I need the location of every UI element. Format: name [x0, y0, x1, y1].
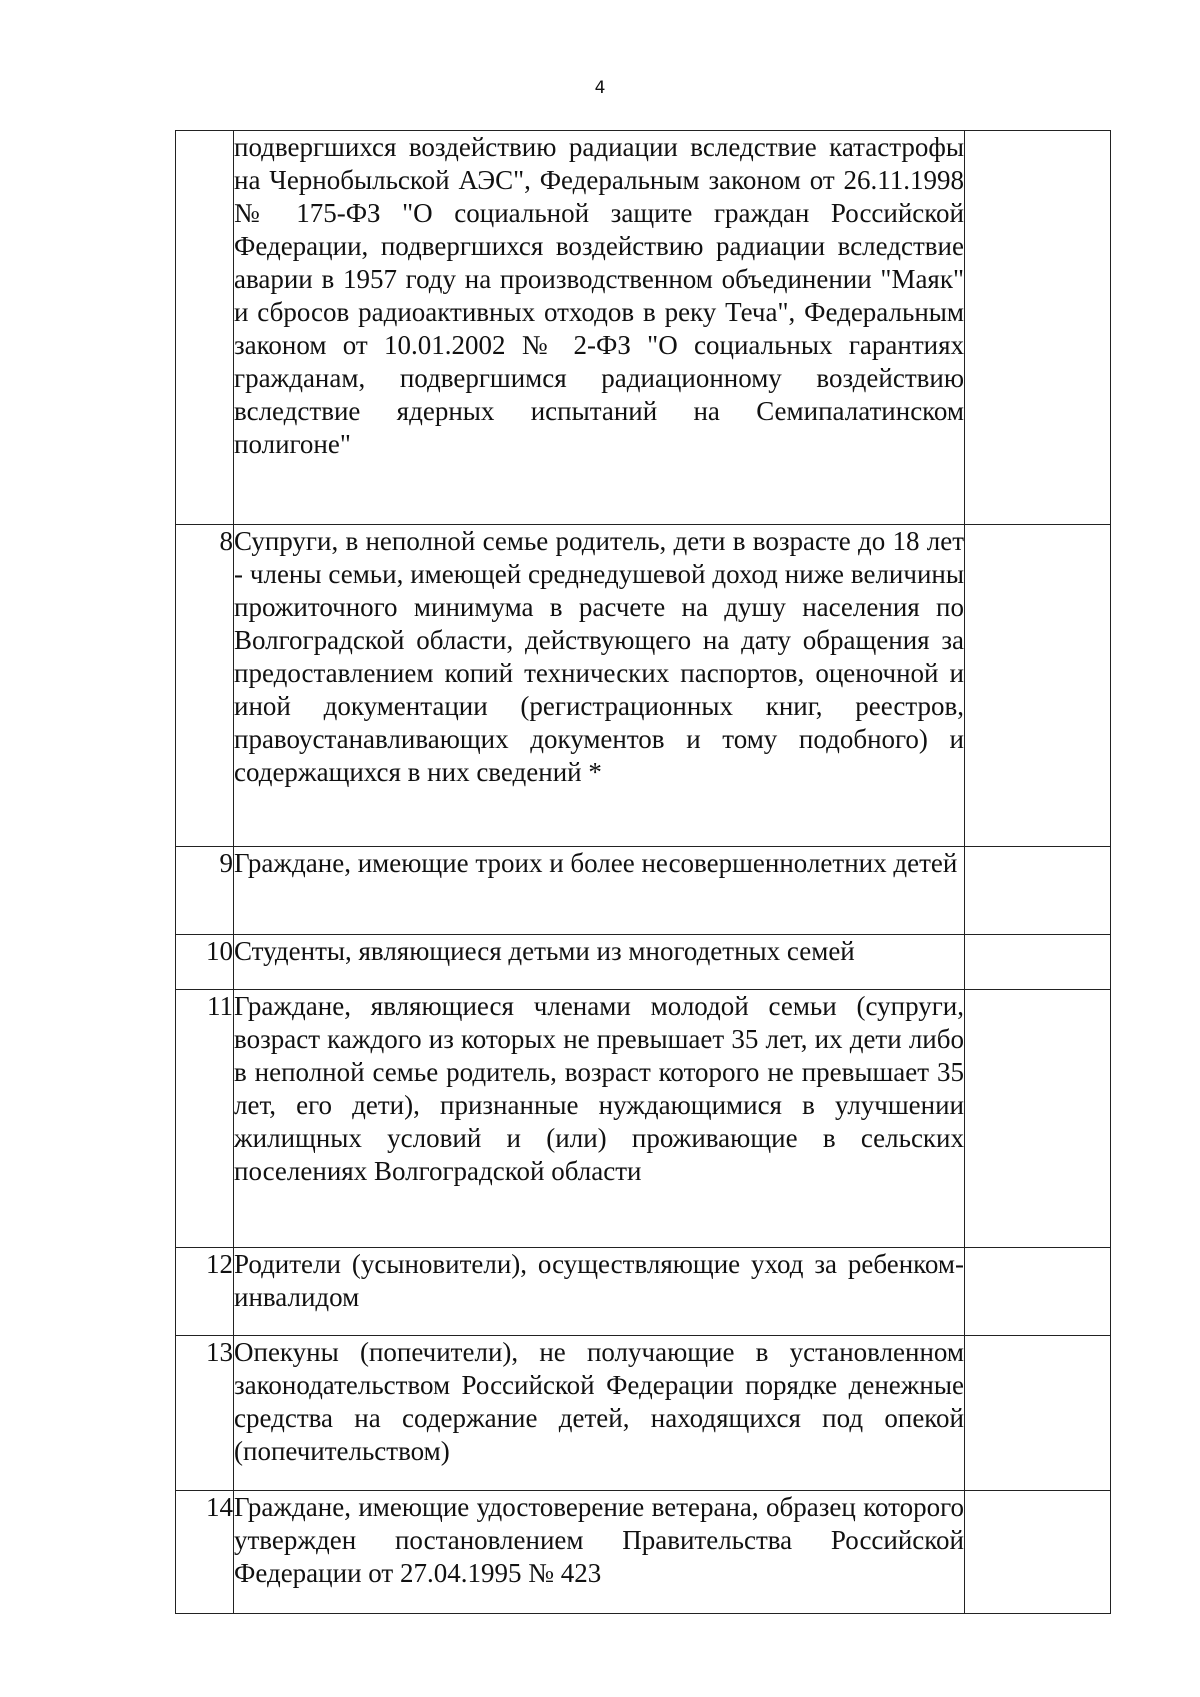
table-row — [176, 990, 1111, 1248]
table-row — [176, 1491, 1111, 1614]
table-row — [176, 1336, 1111, 1491]
row-number: 9 — [176, 847, 234, 935]
row-number: 13 — [176, 1336, 234, 1491]
row-number: 8 — [176, 525, 234, 847]
row-text: подвергшихся воздействию радиации вследствие катастрофы на Чернобыльской АЭС", Федеральным законом от 26.11.1998 № 175-ФЗ "О социальной защите граждан Российской Федерации, подвергшихся воздействию радиации вследствие аварии в 1957 году на производственном объединении "Маяк" и сбросов радиоактивных отходов в реку Теча", Федеральным законом от 10.01.2002 № 2-ФЗ "О социальных гарантиях гражданам, подвергшимся радиационному воздействию вследствие ядерных испытаний на Семипалатинском полигоне" — [234, 131, 965, 525]
row-empty-cell — [965, 1491, 1111, 1614]
row-number: 12 — [176, 1248, 234, 1336]
row-text: Граждане, имеющие троих и более несовершеннолетних детей — [234, 847, 965, 935]
row-empty-cell — [965, 847, 1111, 935]
row-empty-cell — [965, 935, 1111, 990]
row-number — [176, 131, 234, 525]
row-number: 10 — [176, 935, 234, 990]
table-row — [176, 847, 1111, 935]
table-row — [176, 1248, 1111, 1336]
row-empty-cell — [965, 990, 1111, 1248]
row-text: Родители (усыновители), осуществляющие уход за ребенком-инвалидом — [234, 1248, 965, 1336]
table-row — [176, 131, 1111, 525]
row-text: Супруги, в неполной семье родитель, дети в возрасте до 18 лет - члены семьи, имеющей среднедушевой доход ниже величины прожиточного минимума в расчете на душу населения по Волгоградской области, действующего на дату обращения за предоставлением копий технических паспортов, оценочной и иной документации (регистрационных книг, реестров, правоустанавливающих документов и тому подобного) и содержащихся в них сведений * — [234, 525, 965, 847]
row-text: Опекуны (попечители), не получающие в установленном законодательством Российской Федерации порядке денежные средства на содержание детей, находящихся под опекой (попечительством) — [234, 1336, 965, 1491]
table-row — [176, 525, 1111, 847]
row-number: 14 — [176, 1491, 234, 1614]
benefit-categories-table — [175, 130, 1111, 1614]
row-empty-cell — [965, 131, 1111, 525]
row-empty-cell — [965, 1248, 1111, 1336]
row-number: 11 — [176, 990, 234, 1248]
row-text: Граждане, являющиеся членами молодой семьи (супруги, возраст каждого из которых не превышает 35 лет, их дети либо в неполной семье родитель, возраст которого не превышает 35 лет, его дети), признанные нуждающимися в улучшении жилищных условий и (или) проживающие в сельских поселениях Волгоградской области — [234, 990, 965, 1248]
page-number: 4 — [594, 78, 606, 98]
row-text: Граждане, имеющие удостоверение ветерана, образец которого утвержден постановлением Правительства Российской Федерации от 27.04.1995 № 423 — [234, 1491, 965, 1614]
table-row — [176, 935, 1111, 990]
row-text: Студенты, являющиеся детьми из многодетных семей — [234, 935, 965, 990]
row-empty-cell — [965, 1336, 1111, 1491]
row-empty-cell — [965, 525, 1111, 847]
